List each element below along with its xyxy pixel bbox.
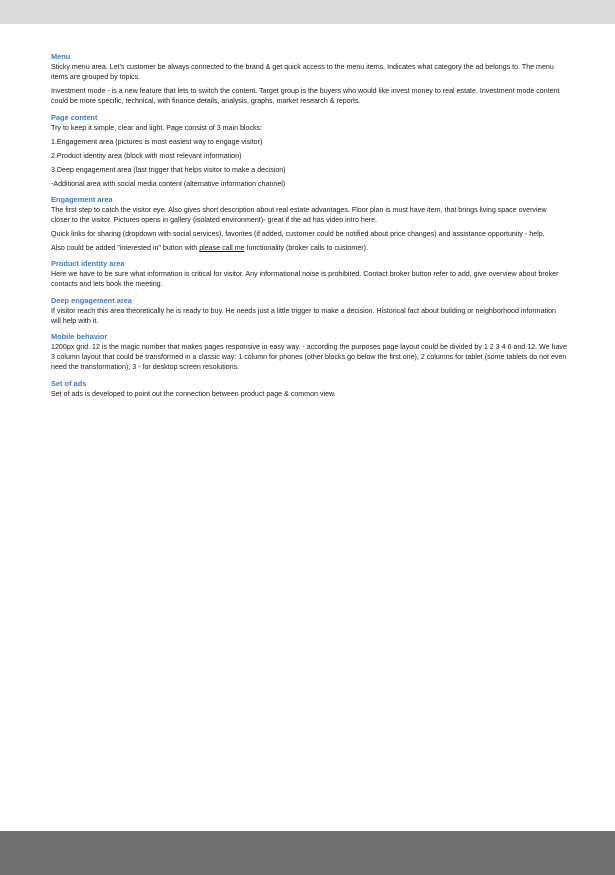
text-span: functionality (broker calls to customer). (244, 244, 368, 253)
list-item: 3.Deep engagement area (last trigger that helps visitor to make a decision) (51, 165, 286, 174)
section-heading: Page content (51, 112, 98, 122)
list-item: 2.Product identity area (block with most relevant information) (51, 151, 242, 160)
list-item: -Additional area with social media content (alternative information channel) (51, 179, 286, 188)
paragraph: Set of ads is developed to point out the connection between product page & common view. (51, 389, 336, 398)
paragraph: Sticky menu area. Let's customer be always connected to the brand & get quick access to the menu items. Indicates what category the ad belongs to. The menu items are grouped by topics. (51, 63, 554, 82)
section-menu (51, 52, 567, 107)
document-body (51, 52, 567, 405)
paragraph: Here we have to be sure what information is critical for visitor. Any informational noise is prohibited. Contact broker button refer to add, give overview about broker contacts and lets book the meeting. (51, 270, 559, 289)
section-engagement (51, 195, 567, 253)
section-deep-engagement (51, 296, 567, 326)
section-heading: Engagement area (51, 194, 113, 204)
section-set-of-ads (51, 379, 567, 399)
paragraph: Try to keep it simple, clear and light. Page consist of 3 main blocks: (51, 123, 263, 132)
section-page-content (51, 113, 567, 189)
section-heading: Deep engagement area (51, 295, 132, 305)
page-header-band (0, 0, 615, 24)
paragraph: The first step to catch the visitor eye. Also gives short description about real estate advantages. Floor plan is must have item, that brings living space overview closer to the visitor. Pictures opens in gallery (isolated environment)- great if the ad has video intro here. (51, 205, 547, 225)
page-footer-band (0, 831, 615, 875)
section-product-identity (51, 259, 567, 289)
list-item: 1.Engagement area (pictures is most easiest way to engage visitor) (51, 137, 263, 146)
section-heading: Menu (51, 52, 71, 61)
paragraph: 1200px grid. 12 is the magic number that makes pages responsive in easy way. - according the purposes page layout could be divided by 1 2 3 4 6 and 12. We have 3 column layout that could be transformed in a classic way: 1 column for phones (other blocks go below the first one), 2 columns for tablet (some tablets do not even need the transformation), 3 - for desktop screen resolutions. (51, 343, 567, 372)
section-mobile-behavior (51, 332, 567, 373)
paragraph (51, 243, 567, 253)
paragraph: Quick links for sharing (dropdown with social services), favorites (if added, customer could be notified about price changes) and assistance opportunity - help. (51, 230, 545, 239)
section-heading: Set of ads (51, 378, 87, 388)
section-heading: Mobile behavior (51, 332, 108, 342)
text-span: Also could be added "interested in" button with (51, 244, 200, 253)
paragraph: If visitor reach this area theoretically he is ready to buy. He needs just a little trigger to make a decision. Historical fact about building or neighborhood information will help with it. (51, 306, 556, 325)
paragraph: Investment mode - is a new feature that lets to switch the content. Target group is the buyers who would like invest money to real estate. Investment mode content could be more specific, technical, with finance details, analysis, graphs, market research & reports. (51, 87, 560, 106)
please-call-me-link[interactable]: please call me (199, 244, 245, 253)
section-heading: Product identity area (51, 259, 125, 269)
